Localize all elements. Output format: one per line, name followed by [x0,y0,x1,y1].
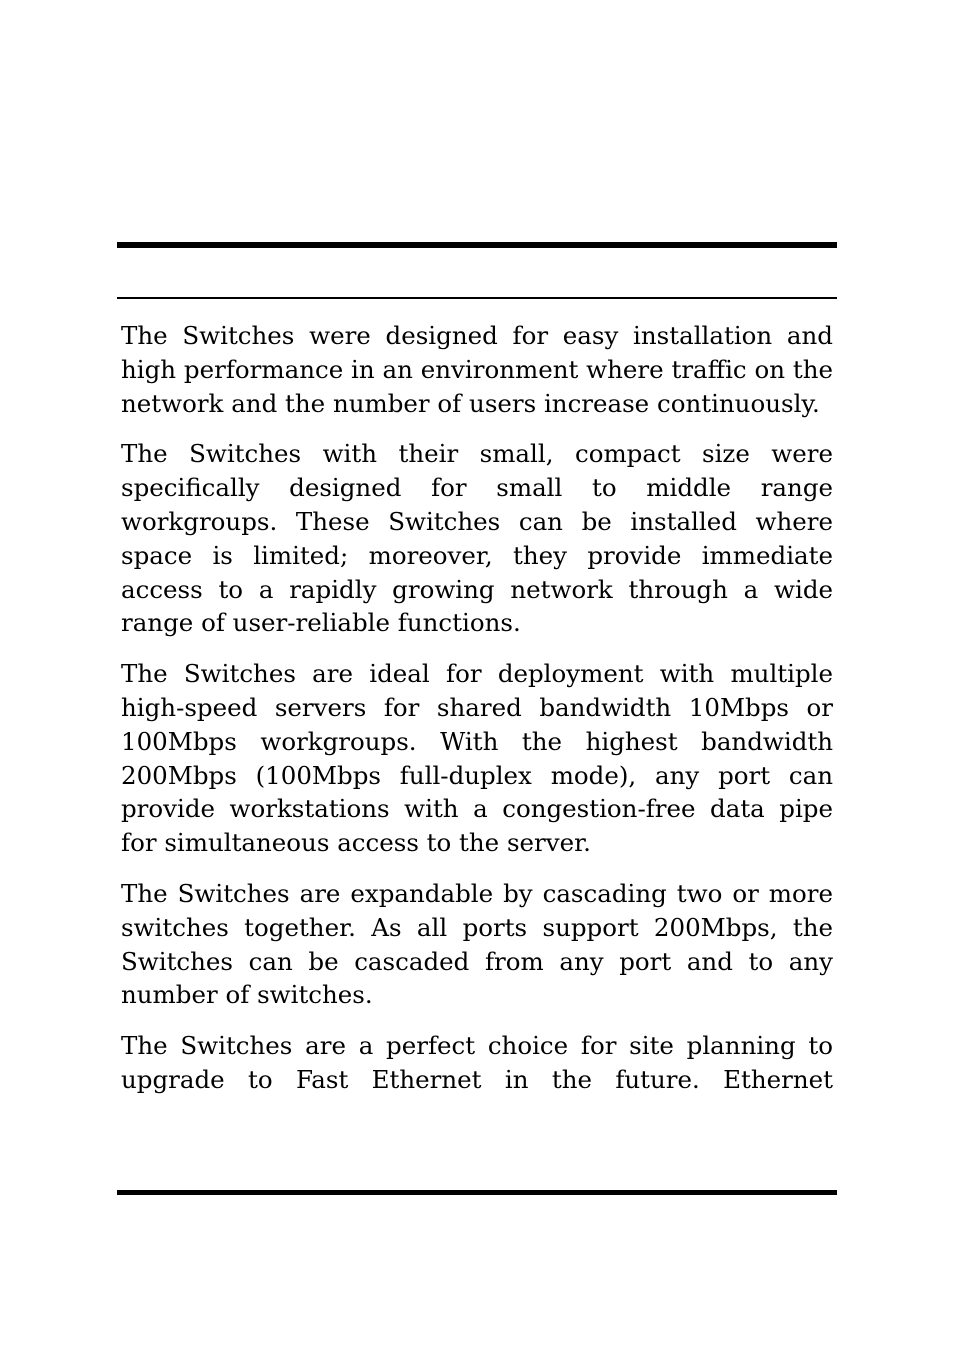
paragraph-1: The Switches were designed for easy installation and high performance in an environment where traffic on the network and the number of users increase continuously. [121,321,833,418]
paragraph-2: The Switches with their small, compact size were specifically designed for small to middle range workgroups. These Switches can be installed where space is limited; moreover, they provide immediate access to a rapidly growing network through a wide range of user-reliable functions. [121,439,833,638]
header-rule-thick [117,242,837,248]
body-text [121,319,833,1097]
paragraph-4: The Switches are expandable by cascading two or more switches together. As all ports support 200Mbps, the Switches can be cascaded from any port and to any number of switches. [121,878,833,1010]
paragraph-3: The Switches are ideal for deployment with multiple high-speed servers for shared bandwidth 10Mbps or 100Mbps workgroups. With the highest bandwidth 200Mbps (100Mbps full-duplex mode), any port can provide workstations with a congestion-free data pipe for simultaneous access to the server. [121,659,833,858]
header-rule-thin [117,297,837,299]
paragraph-5: The Switches are a perfect choice for site planning to upgrade to Fast Ethernet in the future. Ethernet [121,1031,833,1094]
footer-rule [117,1190,837,1195]
